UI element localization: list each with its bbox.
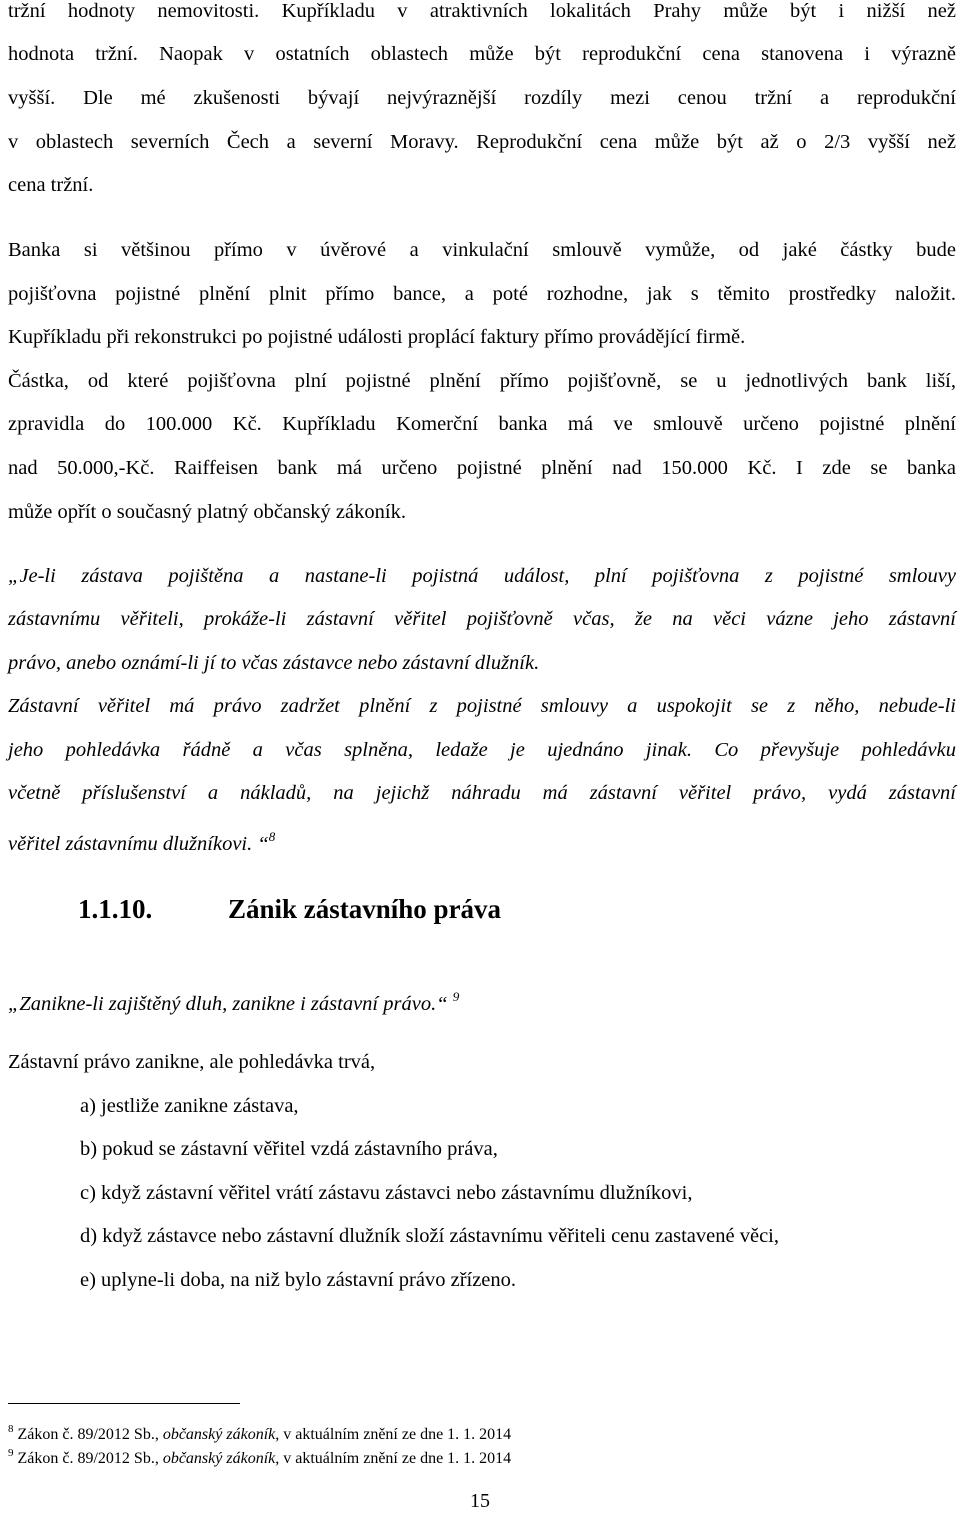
text-line: vyšší. Dle mé zkušenosti bývají nejvýraznější rozdíly mezi cenou tržní a reprodukční	[8, 87, 956, 109]
text-line: zpravidla do 100.000 Kč. Kupříkladu Komerční banka má ve smlouvě určeno pojistné plnění	[8, 413, 956, 435]
footnote-9	[8, 1443, 511, 1469]
legal-quote-2	[8, 985, 956, 1016]
footnote-8	[8, 1419, 511, 1445]
footnote-law-title: občanský zákoník	[162, 1426, 276, 1443]
section-number: 1.1.10.	[78, 894, 153, 924]
quote-2-text: „Zanikne-li zajištěný dluh, zanikne i zástavní právo.“	[8, 993, 448, 1015]
list-intro: Zástavní právo zanikne, ale pohledávka trvá,	[8, 1051, 376, 1073]
section-title: Zánik zástavního práva	[228, 894, 502, 924]
list-item: d) když zástavce nebo zástavní dlužník složí zástavnímu věřiteli cenu zastavené věci,	[80, 1225, 779, 1247]
text-line: může opřít o současný platný občanský zákoník.	[8, 501, 406, 523]
text-line: Částka, od které pojišťovna plní pojistné plnění přímo pojišťovně, se u jednotlivých bank liší,	[8, 370, 956, 392]
text-line: v oblastech severních Čech a severní Moravy. Reprodukční cena může být až o 2/3 vyšší než	[8, 131, 956, 153]
footnote-text: Zákon č. 89/2012 Sb.,	[17, 1450, 163, 1467]
quote-last-text: věřitel zástavnímu dlužníkovi. “	[8, 833, 269, 855]
footnote-number: 8	[8, 1423, 14, 1435]
text-line: pojišťovna pojistné plnění plnit přímo bance, a poté rozhodne, jak s těmito prostředky naložit.	[8, 283, 956, 305]
footnote-law-title: občanský zákoník	[162, 1450, 276, 1467]
text-line: Banka si většinou přímo v úvěrové a vinkulační smlouvě vymůže, od jaké částky bude	[8, 239, 956, 261]
quote-line: jeho pohledávka řádně a včas splněna, ledaže je ujednáno jinak. Co převyšuje pohledávku	[8, 739, 956, 761]
list-item: c) když zástavní věřitel vrátí zástavu zástavci nebo zástavnímu dlužníkovi,	[80, 1182, 693, 1204]
text-line: Kupříkladu při rekonstrukci po pojistné události proplácí faktury přímo provádějící firmě.	[8, 326, 746, 348]
footnote-text: , v aktuálním znění ze dne 1. 1. 2014	[275, 1426, 512, 1443]
footnote-divider	[8, 1403, 240, 1404]
footnote-text: , v aktuálním znění ze dne 1. 1. 2014	[275, 1450, 512, 1467]
text-line: cena tržní.	[8, 174, 94, 196]
footnote-ref-8[interactable]: 8	[268, 829, 276, 844]
text-line: hodnota tržní. Naopak v ostatních oblastech může být reprodukční cena stanovena i výrazně	[8, 43, 956, 65]
list-item: a) jestliže zanikne zástava,	[80, 1095, 299, 1117]
footnote-text: Zákon č. 89/2012 Sb.,	[17, 1426, 163, 1443]
quote-line	[8, 825, 956, 856]
list-item: e) uplyne-li doba, na niž bylo zástavní právo zřízeno.	[80, 1269, 517, 1291]
quote-line: „Je-li zástava pojištěna a nastane-li pojistná událost, plní pojišťovna z pojistné smlouvy	[8, 565, 956, 587]
quote-line: včetně příslušenství a nákladů, na jejichž náhradu má zástavní věřitel právo, vydá zástavní	[8, 782, 956, 804]
quote-line: právo, anebo oznámí-li jí to včas zástavce nebo zástavní dlužník.	[8, 652, 540, 674]
text-line: tržní hodnoty nemovitosti. Kupříkladu v atraktivních lokalitách Prahy může být i nižší než	[8, 0, 956, 22]
section-heading	[78, 893, 501, 925]
text-line: nad 50.000,-Kč. Raiffeisen bank má určeno pojistné plnění nad 150.000 Kč. I zde se banka	[8, 457, 956, 479]
quote-line: Zástavní věřitel má právo zadržet plnění z pojistné smlouvy a uspokojit se z něho, nebude-li	[8, 695, 956, 717]
quote-line: zástavnímu věřiteli, prokáže-li zástavní věřitel pojišťovně včas, že na věci vázne jeho zástavní	[8, 608, 956, 630]
footnote-number: 9	[8, 1447, 14, 1459]
page-number: 15	[470, 1490, 490, 1512]
footnote-ref-9[interactable]: 9	[452, 989, 460, 1004]
list-item: b) pokud se zástavní věřitel vzdá zástavního práva,	[80, 1138, 498, 1160]
